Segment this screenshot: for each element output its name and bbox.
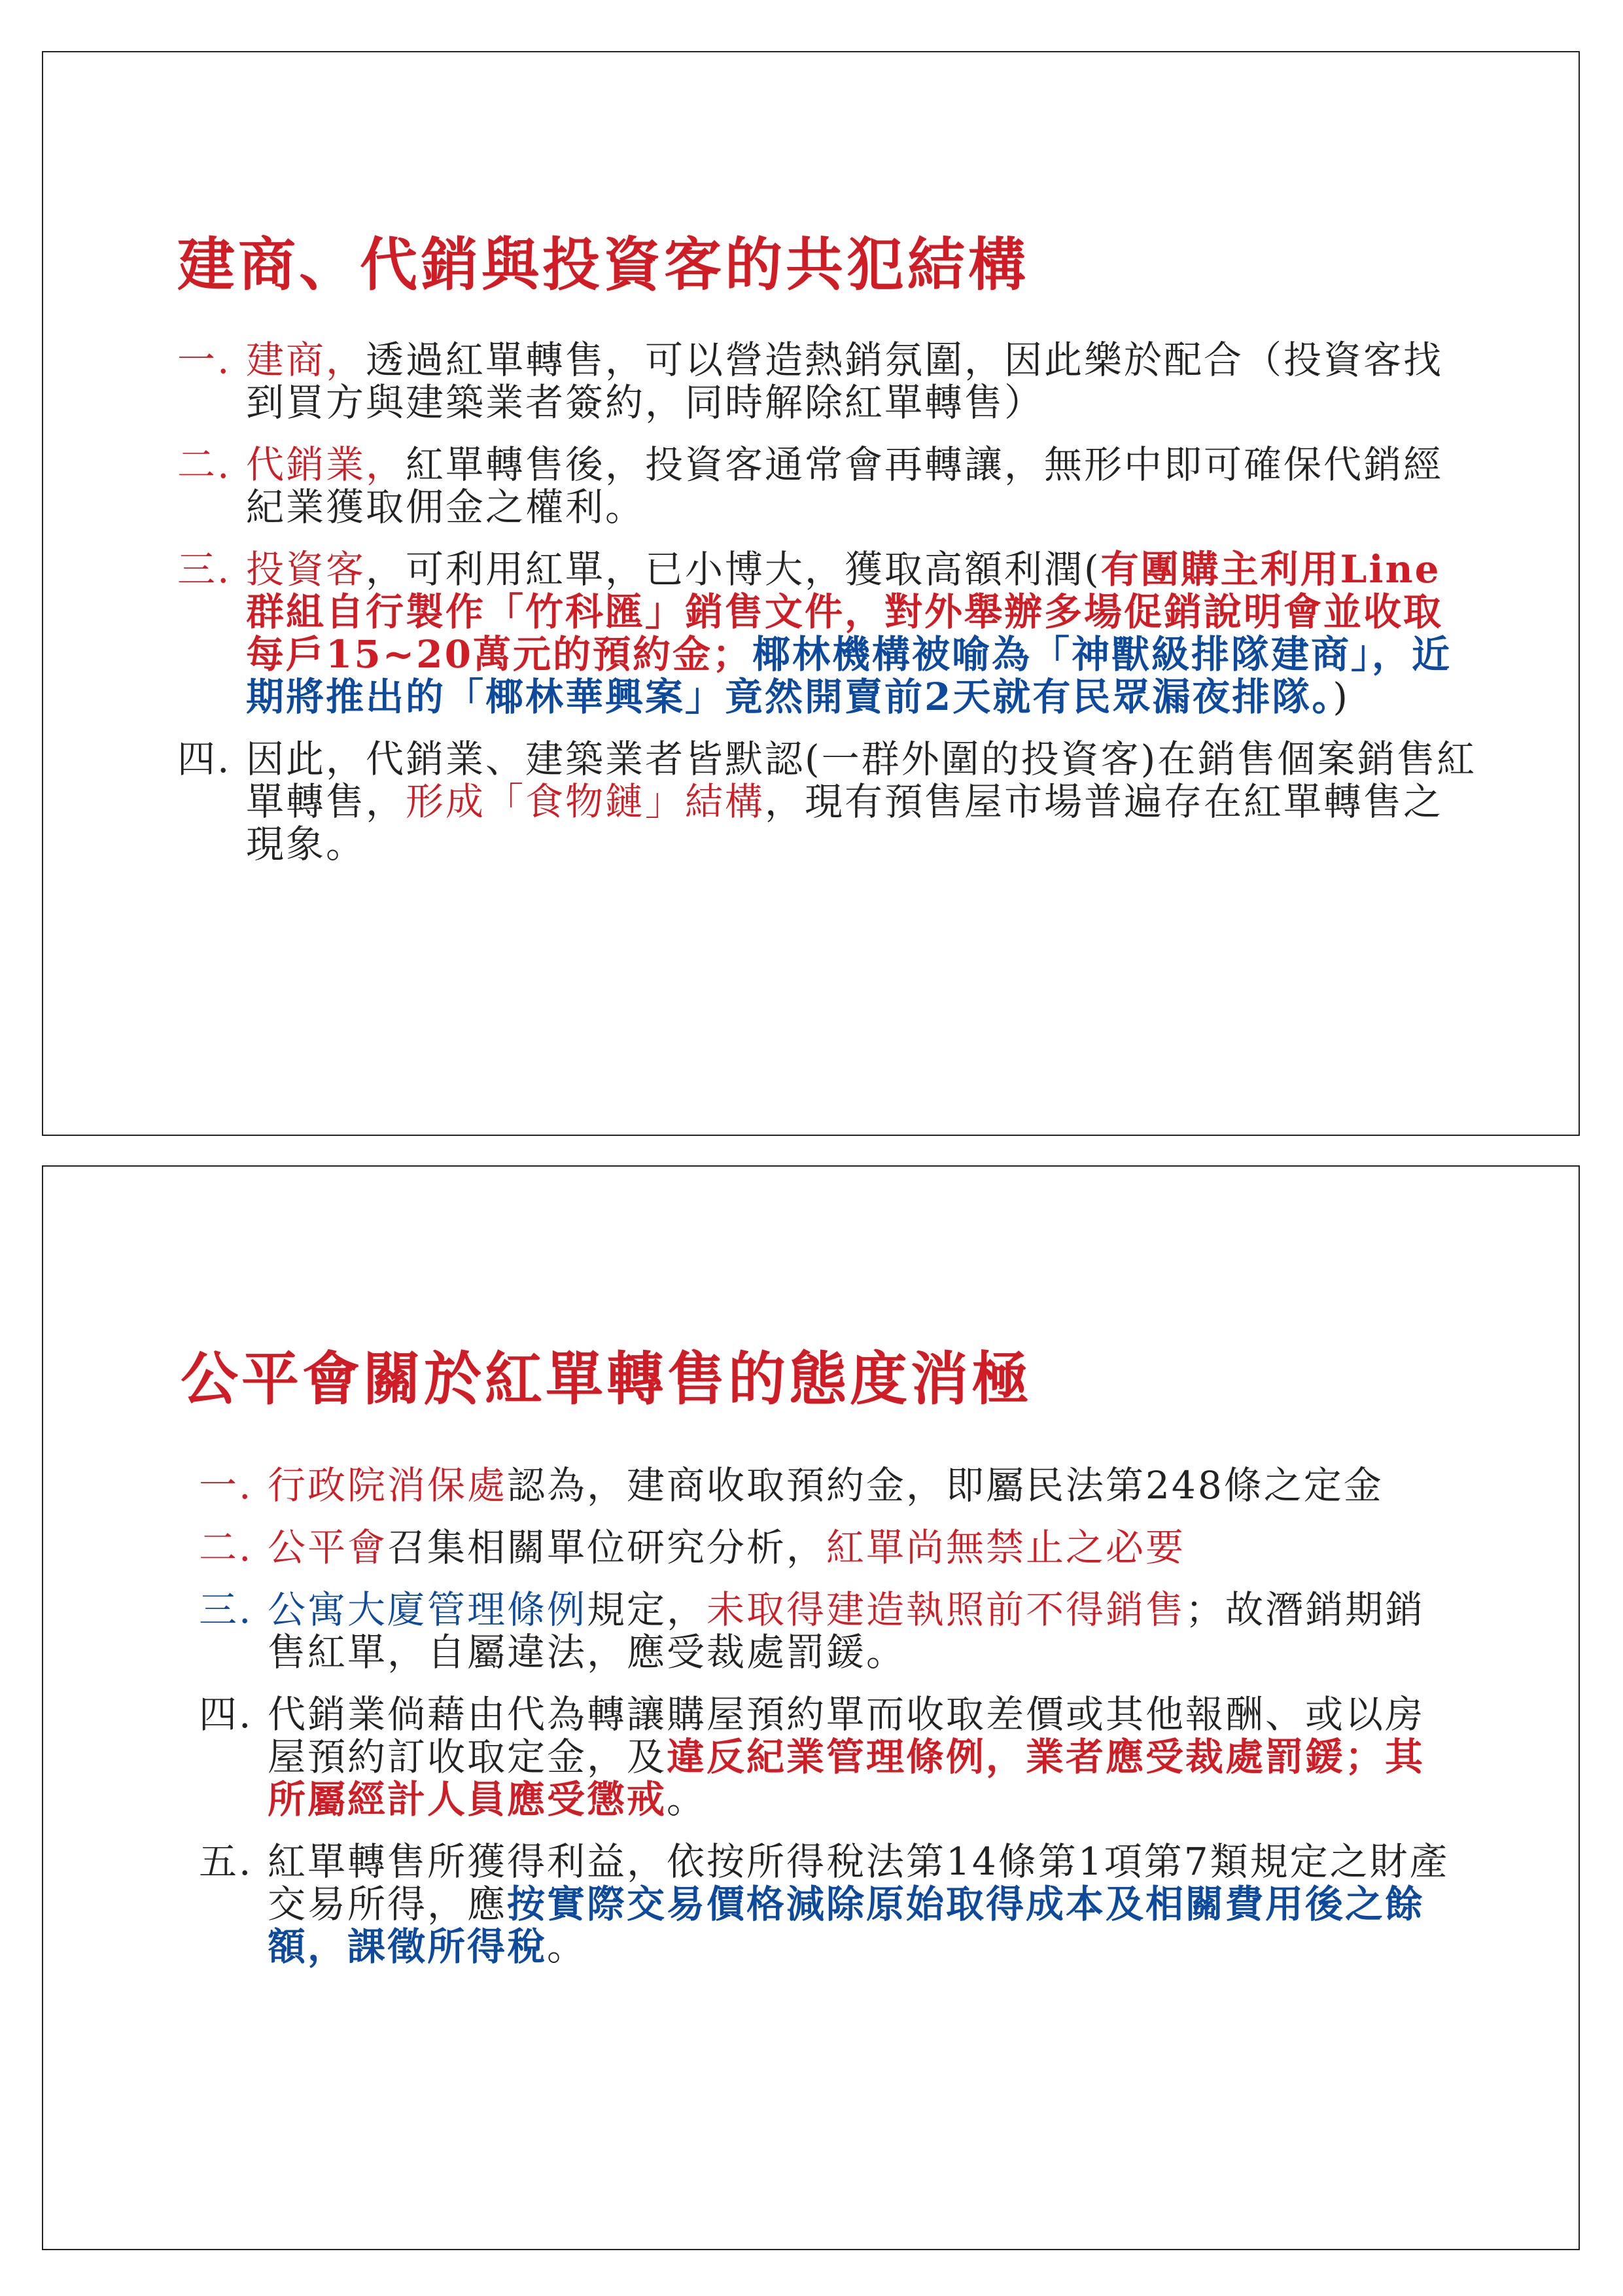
item-text: 召集相關單位研究分析， [387, 1525, 827, 1570]
slide-2 [42, 1165, 1580, 2250]
list-item [177, 444, 1479, 529]
highlight-no-ban: 紅單尚無禁止之必要 [826, 1525, 1186, 1570]
highlight-agency: 代銷業， [246, 442, 406, 487]
item-text: 紅單轉售後，投資客通常會再轉讓，無形中即可確保代銷經紀業獲取佣金之權利。 [246, 442, 1444, 529]
item-text: ，現有預售屋市場普遍存在紅單轉售之現象。 [246, 779, 1444, 866]
highlight-investor: 投資客 [246, 547, 366, 592]
list-item [199, 1464, 1455, 1507]
item-number: 四. [199, 1692, 253, 1737]
highlight-tax: 按實際交易價格減除原始取得成本及相關費用後之餘額，課徵所得稅 [268, 1882, 1425, 1969]
item-text: 透過紅單轉售，可以營造熱銷氛圍，因此樂於配合（投資客找到買方與建築業者簽約，同時解除紅單轉售） [246, 338, 1444, 425]
item-number: 二. [177, 442, 232, 487]
list-item [199, 1841, 1455, 1968]
highlight-violation: 違反紀業管理條例，業者應受裁處罰鍰；其所屬經計人員應受懲戒 [268, 1735, 1425, 1822]
slide-2-title: 公平會關於紅單轉售的態度消極 [181, 1345, 1033, 1413]
item-number: 一. [199, 1463, 253, 1508]
item-number: 五. [199, 1839, 253, 1884]
slide-1 [42, 51, 1580, 1136]
item-number: 三. [199, 1587, 253, 1632]
highlight-builder: 建商， [246, 338, 366, 382]
item-number: 二. [199, 1525, 253, 1570]
highlight-food-chain: 形成「食物鏈」結構 [406, 779, 765, 824]
item-text: 因此，代銷業、建築業者皆默認(一群外圍的投資客)在銷售個案銷售紅單轉售， [246, 737, 1477, 824]
list-item [177, 738, 1479, 866]
list-item [177, 339, 1479, 424]
item-text: ) [1333, 675, 1350, 719]
item-number: 四. [177, 737, 232, 781]
item-text: ；故潛銷期銷售紅單，自屬違法，應受裁處罰鍰。 [268, 1587, 1425, 1674]
item-text: 規定， [587, 1587, 707, 1632]
highlight-condo-act: 公寓大廈管理條例 [268, 1587, 587, 1632]
highlight-no-sale: 未取得建造執照前不得銷售 [707, 1587, 1186, 1632]
list-item [199, 1589, 1455, 1674]
item-text: ，可利用紅單，已小博大，獲取高額利潤( [366, 547, 1101, 592]
list-item [199, 1527, 1455, 1569]
list-item [199, 1693, 1455, 1821]
item-text: 認為，建商收取預約金，即屬民法第248條之定金 [507, 1463, 1384, 1508]
list-item [177, 548, 1479, 718]
item-text: 紅單轉售所獲得利益，依按所得稅法第14條第1項第7類規定之財產交易所得，應 [268, 1839, 1450, 1926]
item-text: 代銷業倘藉由代為轉讓購屋預約單而收取差價或其他報酬、或以房屋預約訂收取定金，及 [268, 1692, 1425, 1779]
item-text: 。 [547, 1924, 587, 1969]
highlight-consumer-protection: 行政院消保處 [268, 1463, 508, 1508]
item-number: 三. [177, 547, 232, 592]
highlight-ftc: 公平會 [268, 1525, 388, 1570]
highlight-yelin: 椰林機構被喻為「神獸級排隊建商」，近期將推出的「椰林華興案」竟然開賣前2天就有民眾漏夜排隊。 [246, 632, 1452, 719]
slide-2-list [199, 1464, 1455, 1988]
slide-1-title: 建商、代銷與投資客的共犯結構 [177, 230, 1030, 298]
highlight-group-buy: 有團購主利用Line群組自行製作「竹科匯」銷售文件，對外舉辦多場促銷說明會並收取每戶15~20萬元的預約金； [246, 547, 1444, 677]
item-text: 。 [667, 1777, 707, 1822]
slide-1-list [177, 339, 1479, 885]
item-number: 一. [177, 338, 232, 382]
